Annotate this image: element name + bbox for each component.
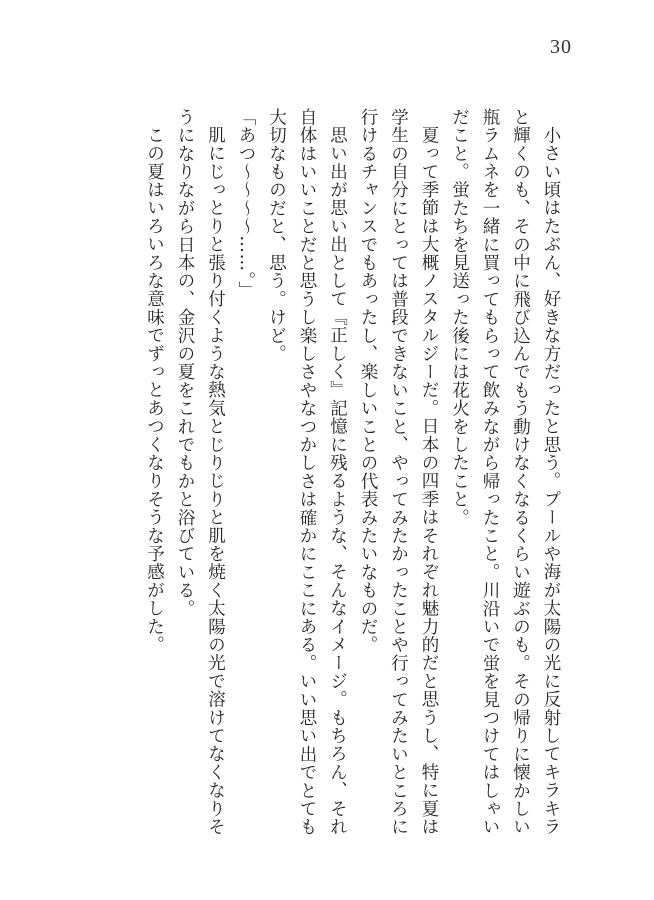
page-number: 30 <box>550 36 572 58</box>
paragraph: この夏はいろいろな意味でずっとあつくなりそうな予感がした。 <box>144 125 165 654</box>
paragraph: 肌にじっとりと張り付くような熱気とじりじりと肌を焼く太陽の光で溶けてなくなりそうになりながら日本の、金沢の夏をこれでもかと浴びている。 <box>175 108 226 836</box>
body-text <box>139 108 566 848</box>
paragraph: 小さい頃はたぶん、好きな方だったと思う。プールや海が太陽の光に反射してキラキラと輝くのも、その中に飛び込んでもう動けなくなるくらい遊ぶのも。その帰りに懐かしい瓶ラムネを一緒に買ってもらって飲みながら帰ったこと。川沿いで蛍を見つけてはしゃいだこと。蛍たちを見送った後には花火をしたこと。 <box>449 108 561 836</box>
paragraph: 思い出が思い出として『正しく』記憶に残るような、そんなイメージ。もちろん、それ自体はいいことだと思うし楽しさやなつかしさは確かにここにある。いい思い出でとても大切なものだと、思う。けど。 <box>266 108 348 836</box>
paragraph: 夏って季節は大概ノスタルジーだ。日本の四季はそれぞれ魅力的だと思うし、特に夏は学生の自分にとっては普段できないこと、やってみたかったことや行ってみたいところに行けるチャンスでもあったし、楽しいことの代表みたいなものだ。 <box>358 108 439 836</box>
dialogue-line: 「あつ～～～～……。」 <box>236 108 256 300</box>
